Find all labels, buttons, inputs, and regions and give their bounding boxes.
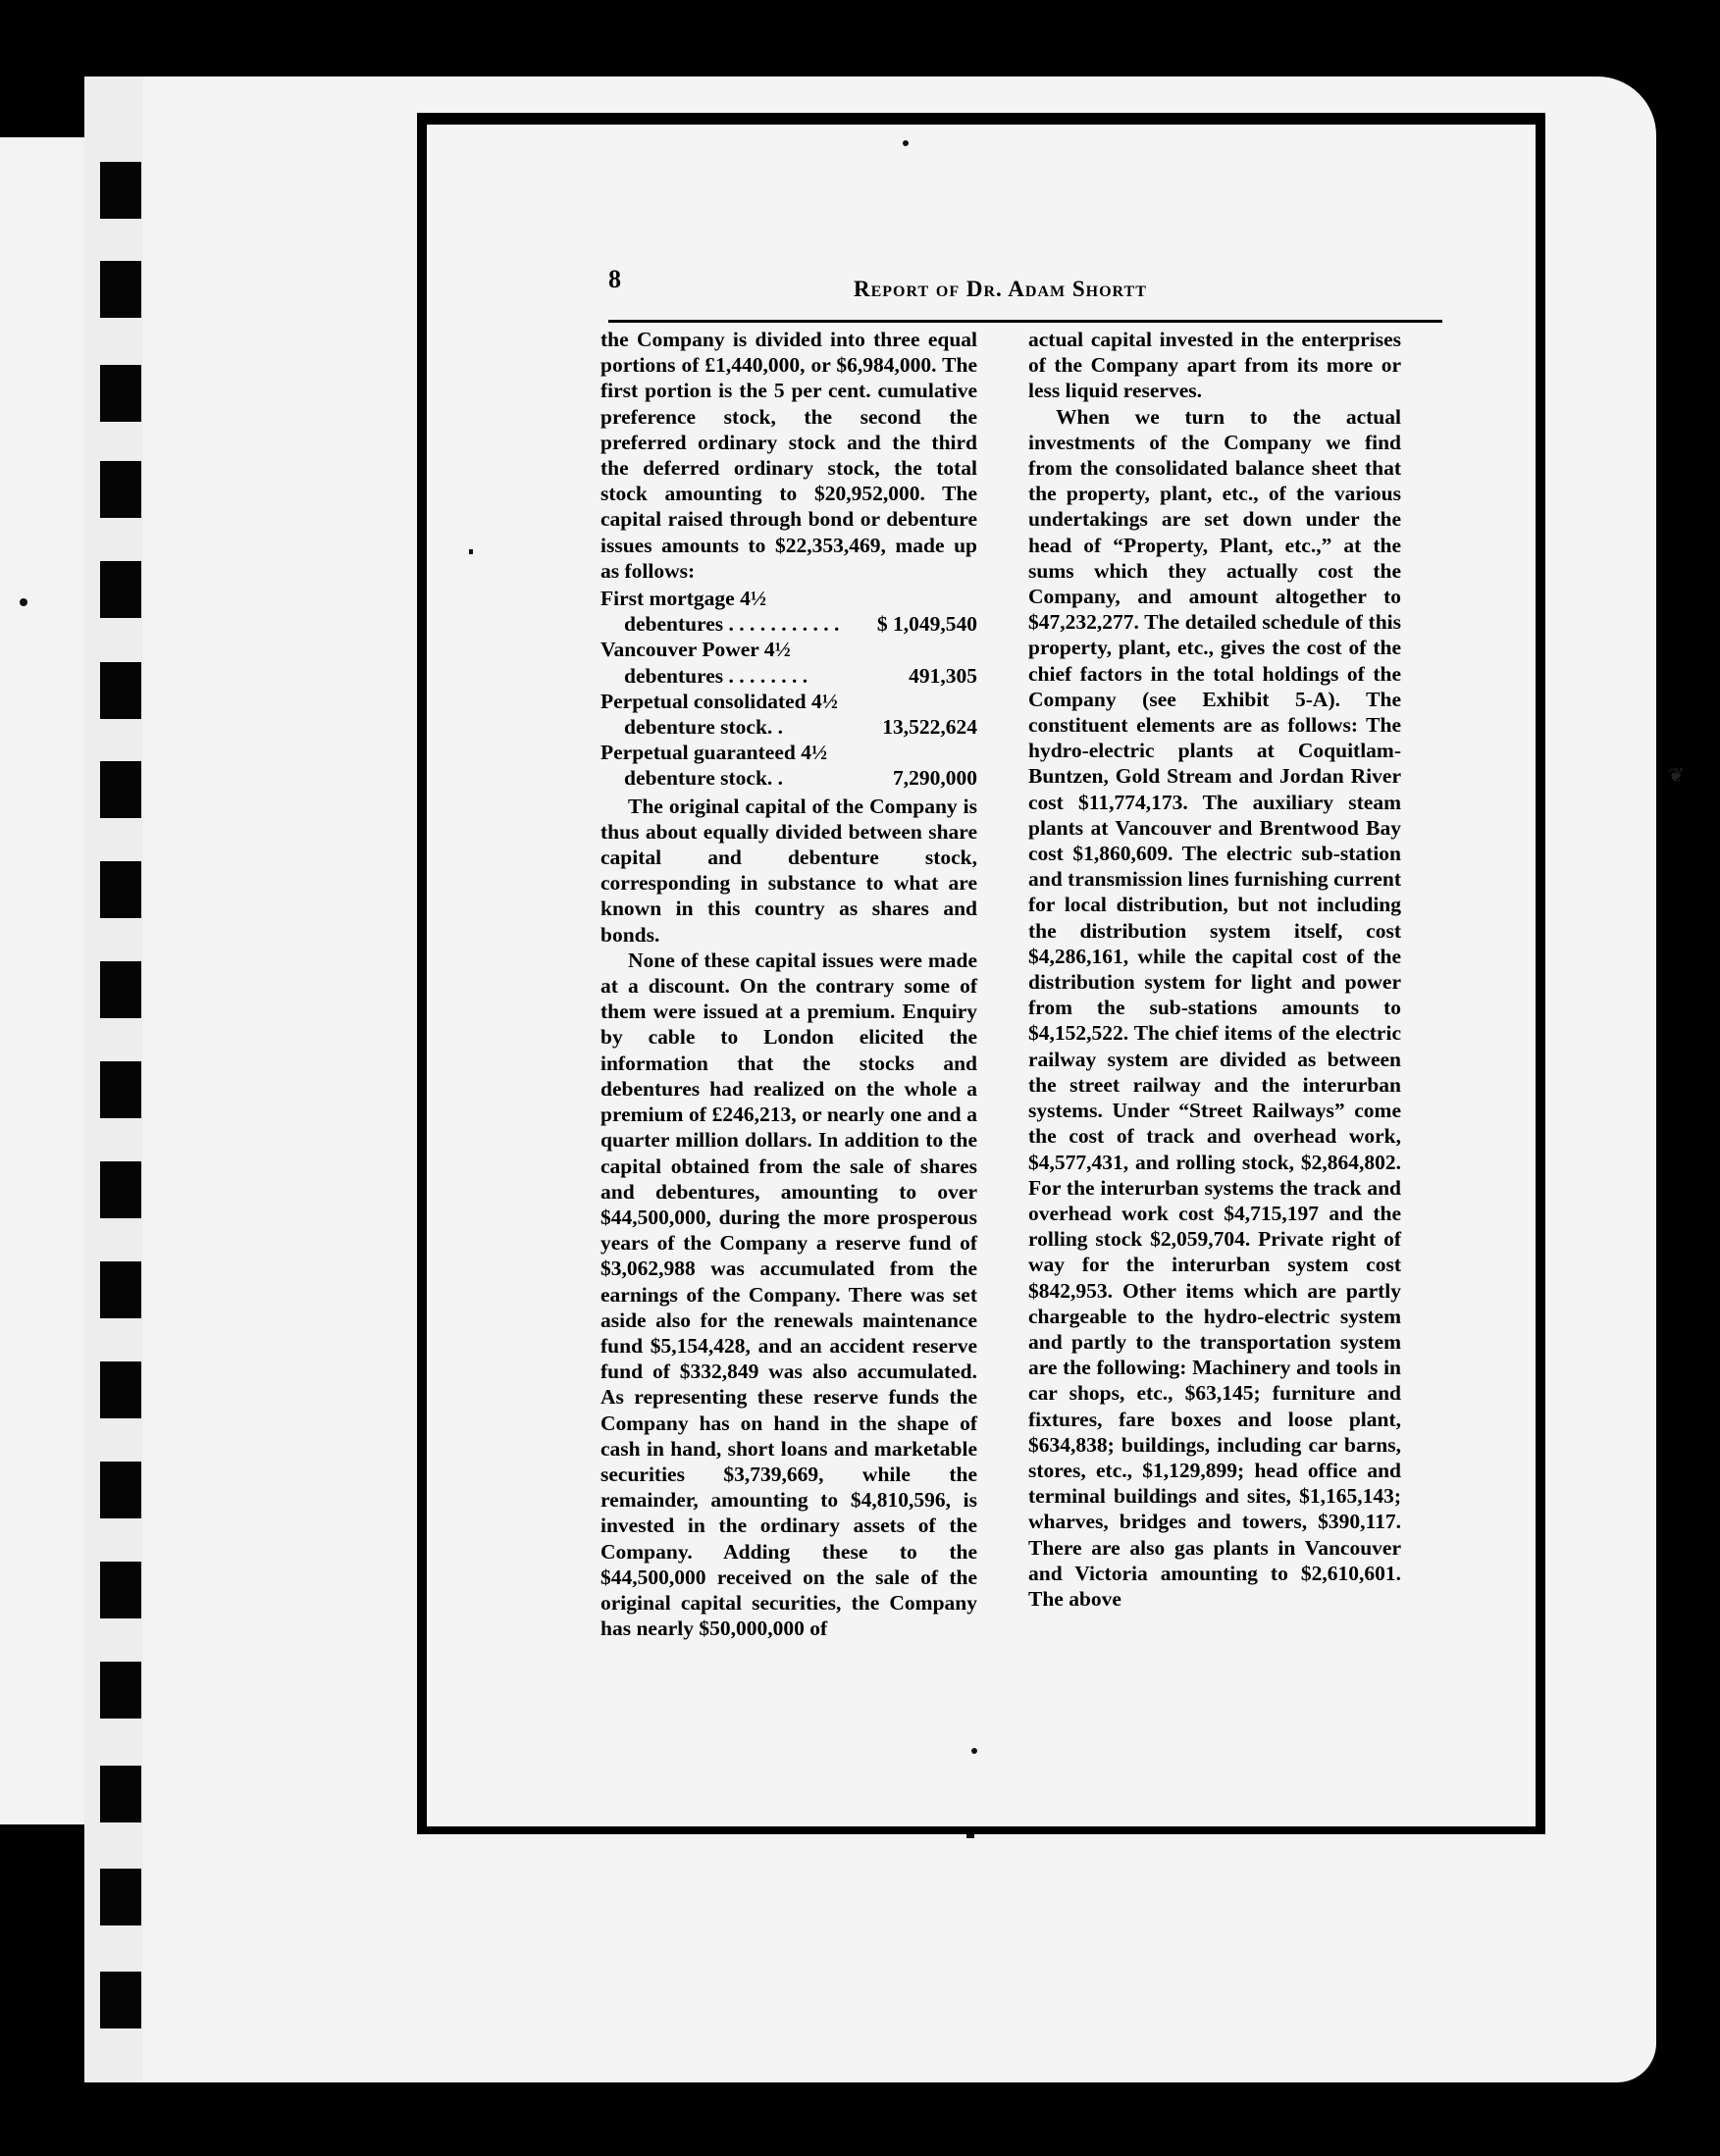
debenture-label: Vancouver Power 4½ debentures . . . . . . . . xyxy=(600,638,808,688)
paragraph: the Company is divided into three equal portions of £1,440,000, or $6,984,000. The first portion is the 5 per cent. cumulative preference stock, the second the preferred ordinary stock and the third the deferred ordinary stock, the total stock amounting to $20,952,000. The capital raised through bond or debenture issues amounts to $22,353,469, made up as follows: xyxy=(600,328,977,583)
binding-hole xyxy=(100,561,141,618)
running-head: Report of Dr. Adam Shortt xyxy=(854,277,1147,301)
ink-speck xyxy=(971,1748,977,1754)
binding-hole xyxy=(100,365,141,422)
binding-hole xyxy=(100,1562,141,1618)
edge-blemish: ❦ xyxy=(1668,765,1685,787)
debenture-amount: 13,522,624 xyxy=(882,715,977,740)
debenture-row xyxy=(600,637,977,688)
ink-speck xyxy=(469,549,473,554)
right-text-column xyxy=(1028,327,1401,1759)
page-number: 8 xyxy=(608,265,621,293)
binding-hole xyxy=(100,1061,141,1118)
debenture-amount: 7,290,000 xyxy=(893,766,977,791)
debenture-table xyxy=(600,586,977,792)
paragraph: When we turn to the actual investments of the Company we find from the consolidated balance sheet that the property, plant, etc., of the various undertakings are set down under the head of “Property, Plant, etc.,” at the sums which they actually cost the Company, and amount altogether to $47,232,277. The detailed schedule of this property, plant, etc., gives the cost of the chief factors in the total holdings of the Company (see Exhibit 5-A). The constituent elements are as follows: The hydro-electric plants at Coquitlam-Buntzen, Gold Stream and Jordan River cost $11,774,173. The auxiliary steam plants at Vancouver and Brentwood Bay cost $1,860,609. The electric sub-station and transmission lines furnishing current for local distribution, but not including the distribution system itself, cost $4,286,161, while the capital cost of the distribution system for light and power from the sub-stations amounts to $4,152,522. The chief items of the electric railway system are divided as between the street railway and the interurban systems. Under “Street Railways” come the cost of track and overhead work, $4,577,431, and rolling stock, $2,864,802. For the interurban systems the track and overhead work cost $4,715,197 and the rolling stock $2,059,704. Private right of way for the interurban system cost $842,953. Other items which are partly chargeable to the hydro-electric system and partly to the transportation system are the following: Machinery and tools in car shops, etc., $63,145; furniture and fixtures, fare boxes and loose plant, $634,838; buildings, including car barns, stores, etc., $1,129,899; head office and terminal buildings and sites, $1,165,143; wharves, bridges and towers, $390,117. There are also gas plants in Vancouver and Victoria amounting to $2,610,601. The above xyxy=(1028,404,1401,1611)
binding-hole xyxy=(100,1161,141,1218)
binding-hole xyxy=(100,261,141,318)
binding-hole xyxy=(100,662,141,719)
binding-hole xyxy=(100,1662,141,1719)
binding-hole xyxy=(100,961,141,1018)
ink-speck xyxy=(903,140,909,146)
ink-speck xyxy=(20,598,27,606)
paragraph: The original capital of the Company is thus about equally divided between share capital and debenture stock, corresponding in substance to what are known in this country as shares and bonds. xyxy=(600,794,977,947)
paragraph: None of these capital issues were made at a discount. On the contrary some of them were issued at a premium. Enquiry by cable to London elicited the information that the stocks and debentures had realized on the whole a premium of £246,213, or nearly one and a quarter million dollars. In addition to the capital obtained from the sale of shares and debentures, amounting to over $44,500,000, during the more prosperous years of the Company a reserve fund of $3,062,988 was accumulated from the earnings of the Company. There was set aside also for the renewals maintenance fund $5,154,428, and an accident reserve fund of $332,849 was also accumulated. As representing these reserve funds the Company has on hand in the shape of cash in hand, short loans and marketable securities $3,739,669, while the remainder, amounting to $4,810,596, is invested in the ordinary assets of the Company. Adding these to the $44,500,000 received on the sale of the original capital securities, the Company has nearly $50,000,000 of xyxy=(600,948,977,1641)
binding-hole xyxy=(100,1972,141,2028)
left-text-column xyxy=(600,327,977,1759)
binding-hole xyxy=(100,1869,141,1925)
debenture-row xyxy=(600,689,977,740)
debenture-row xyxy=(600,586,977,637)
debenture-label: First mortgage 4½ debentures . . . . . . . . . . . xyxy=(600,587,840,637)
paragraph: actual capital invested in the enterprises of the Company apart from its more or less liquid reserves. xyxy=(1028,328,1401,403)
binding-hole xyxy=(100,1462,141,1518)
binding-hole xyxy=(100,162,141,219)
debenture-row xyxy=(600,740,977,791)
binding-hole xyxy=(100,1361,141,1418)
debenture-label: Perpetual consolidated 4½ debenture stock. . xyxy=(600,689,838,740)
debenture-amount: $ 1,049,540 xyxy=(876,612,977,637)
debenture-label: Perpetual guaranteed 4½ debenture stock. . xyxy=(600,741,828,791)
binding-hole xyxy=(100,861,141,918)
binding-hole xyxy=(100,461,141,518)
binding-hole xyxy=(100,761,141,818)
ink-speck xyxy=(966,1834,974,1838)
binding-hole xyxy=(100,1261,141,1318)
page-header xyxy=(608,261,1442,323)
binding-hole xyxy=(100,1766,141,1822)
debenture-amount: 491,305 xyxy=(909,663,977,688)
